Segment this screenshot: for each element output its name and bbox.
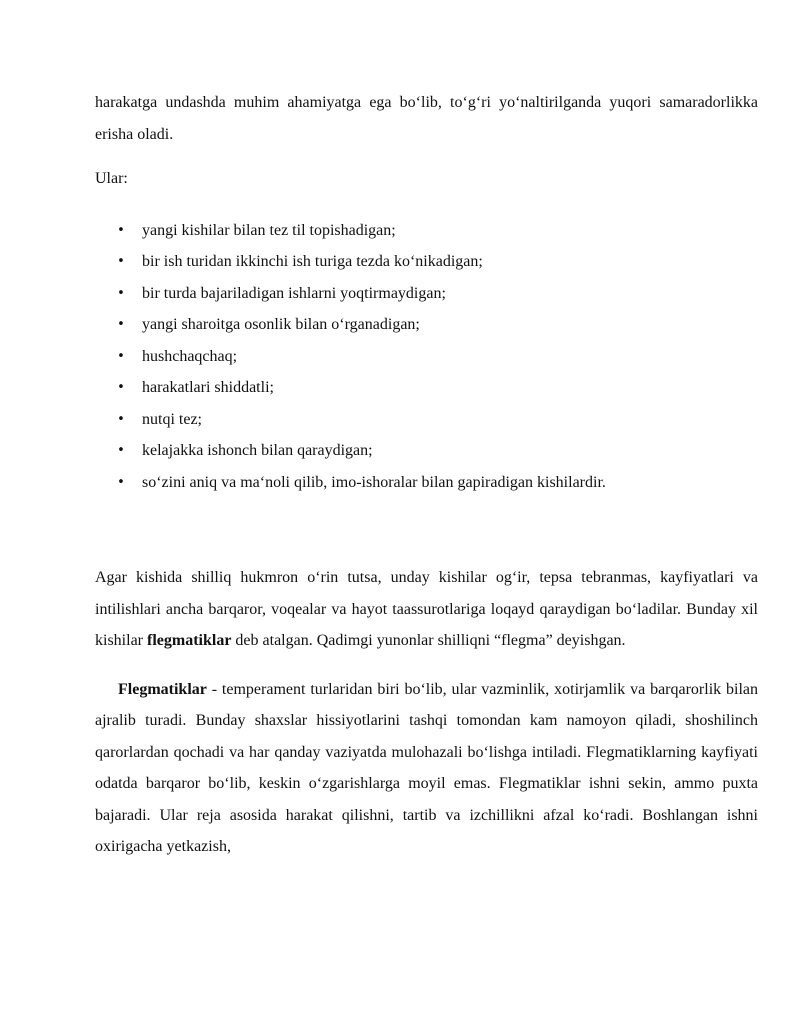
- list-item: [95, 215, 758, 247]
- phlegmatic-definition-text: - temperament turlaridan biri bo‘lib, ular vazminlik, xotirjamlik va barqarorlik bilan ajralib turadi. Bunday shaxslar hissiyotlarini tashqi tomondan kam namoyon qiladi, shoshilinch qarorlardan qochadi va har qanday vaziyatda mulohazali bo‘lishga intiladi. Flegmatiklarning kayfiyati odatda barqaror bo‘lib, keskin o‘zgarishlarga moyil emas. Flegmatiklar ishni sekin, ammo puxta bajaradi. Ular reja asosida harakat qilishni, tartib va izchillikni afzal ko‘radi. Boshlangan ishni oxirigacha yetkazish,: [95, 680, 758, 855]
- list-heading: Ular:: [95, 170, 128, 187]
- list-item-text: bir turda bajariladigan ishlarni yoqtirmaydigan;: [142, 284, 446, 302]
- bullet-icon: •: [117, 443, 125, 458]
- list-item-text: hushchaqchaq;: [142, 347, 238, 365]
- phlegm-text-before: Agar kishida shilliq hukmron o‘rin tutsa, unday kishilar og‘ir, tepsa tebranmas, kayfiyatlari va intilishlari ancha barqaror, voqealar va hayot taassurotlariga loqayd qaraydigan bo‘ladilar. Bunday xil kishilar: [95, 569, 758, 649]
- bullet-icon: •: [117, 380, 125, 395]
- phlegm-text-after: deb atalgan. Qadimgi yunonlar shilliqni “flegma” deyishgan.: [231, 632, 626, 649]
- list-item-text: yangi kishilar bilan tez til topishadigan;: [142, 221, 396, 239]
- list-item-text: bir ish turidan ikkinchi ish turiga tezda ko‘nikadigan;: [142, 253, 483, 270]
- list-item-text: so‘zini aniq va ma‘noli qilib, imo-ishoralar bilan gapiradigan kishilardir.: [142, 473, 606, 491]
- bullet-icon: •: [117, 348, 125, 364]
- list-item: [95, 372, 758, 404]
- bullet-icon: •: [117, 285, 125, 301]
- list-item: [95, 246, 758, 278]
- list-item-text: kelajakka ishonch bilan qaraydigan;: [142, 442, 373, 459]
- bullet-icon: •: [117, 474, 125, 490]
- phlegm-paragraph: [95, 562, 758, 657]
- bullet-icon: •: [117, 254, 125, 269]
- intro-paragraph: harakatga undashda muhim ahamiyatga ega bo‘lib, to‘g‘ri yo‘naltirilganda yuqori samaradorlikka erisha oladi.: [95, 94, 758, 143]
- phlegmatic-definition-paragraph: [95, 674, 758, 863]
- list-item-text: yangi sharoitga osonlik bilan o‘rganadigan;: [142, 316, 420, 333]
- document-page: [95, 87, 758, 863]
- list-item-text: nutqi tez;: [142, 410, 202, 428]
- list-item: [95, 467, 758, 499]
- list-item: [95, 278, 758, 310]
- traits-list: [95, 215, 758, 499]
- list-item-text: harakatlari shiddatli;: [142, 379, 274, 396]
- phlegm-term: flegmatiklar: [147, 632, 232, 649]
- phlegmatic-term: Flegmatiklar: [118, 680, 207, 698]
- list-item: [95, 404, 758, 436]
- list-item: [95, 309, 758, 341]
- list-item: [95, 435, 758, 467]
- bullet-icon: •: [117, 411, 125, 427]
- list-item: [95, 341, 758, 373]
- bullet-icon: •: [117, 222, 125, 238]
- bullet-icon: •: [117, 317, 125, 332]
